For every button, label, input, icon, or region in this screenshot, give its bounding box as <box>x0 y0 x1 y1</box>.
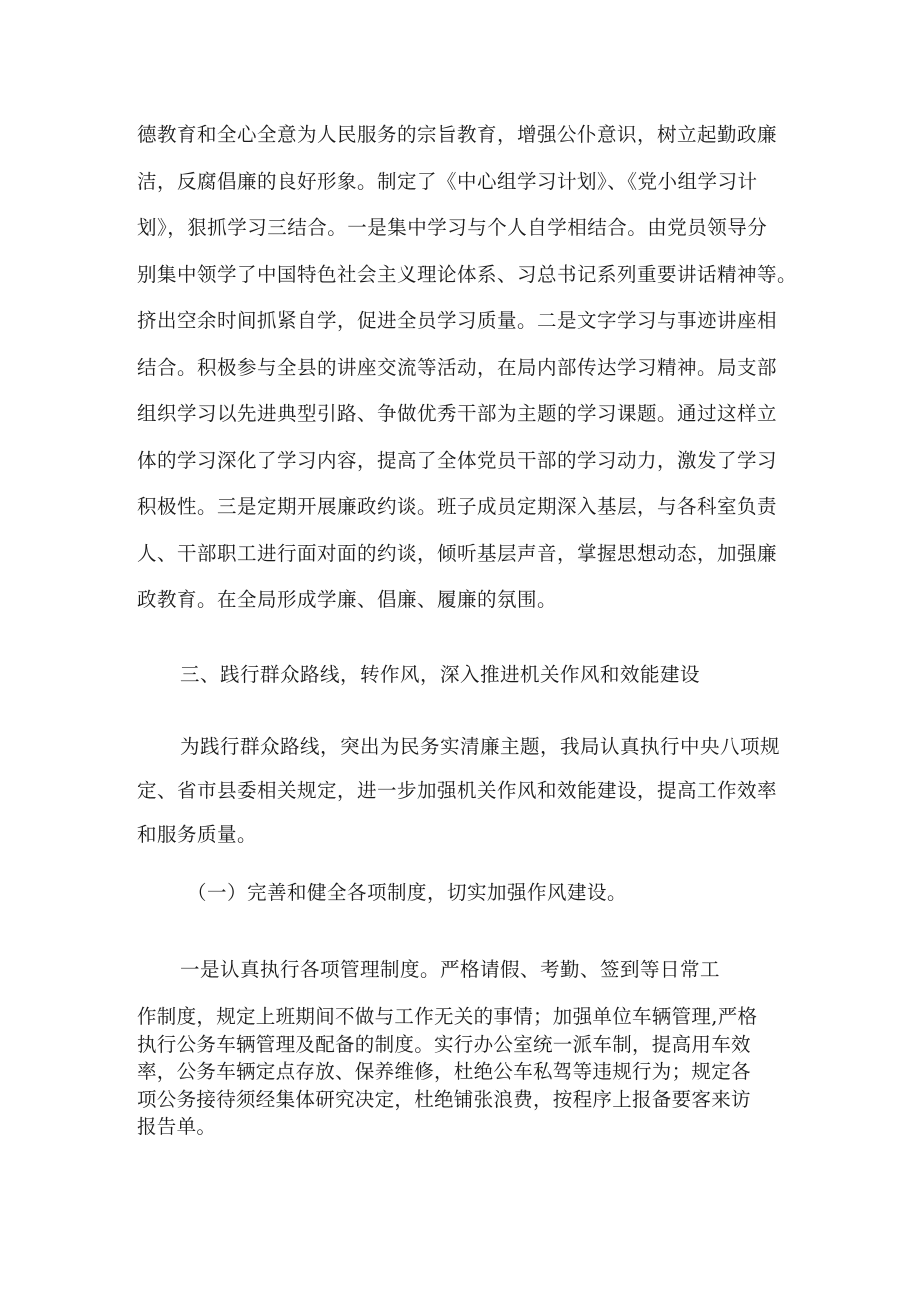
text-line: 定、省市县委相关规定，进一步加强机关作风和效能建设，提高工作效率 <box>137 779 778 802</box>
text-line: 积极性。三是定期开展廉政约谈。班子成员定期深入基层，与各科室负责 <box>137 495 778 518</box>
text-line: 德教育和全心全意为人民服务的宗旨教育，增强公仆意识，树立起勤政廉 <box>137 123 778 146</box>
text-line: 别集中领学了中国特色社会主义理论体系、习总书记系列重要讲话精神等。 <box>137 262 798 286</box>
text-line: 政教育。在全局形成学廉、倡廉、履廉的氛围。 <box>137 588 558 611</box>
text-line: 项公务接待须经集体研究决定，杜绝铺张浪费，按程序上报备要客来访 <box>137 1087 751 1111</box>
text-line: 报告单。 <box>137 1115 217 1138</box>
text-line: 挤出空余时间抓紧自学，促进全员学习质量。二是文字学习与事迹讲座相 <box>137 309 778 332</box>
subsection-heading-text: （一）完善和健全各项制度，切实加强作风建设。 <box>187 881 628 904</box>
section-heading-3 <box>180 660 830 690</box>
paragraph-management-first-line <box>180 955 830 985</box>
paragraph-mass-line <box>137 725 787 857</box>
text-line: 作制度，规定上班期间不做与工作无关的事情；加强单位车辆管理,严格 <box>137 1005 758 1028</box>
text-line: 和服务质量。 <box>137 823 258 846</box>
text-line: 执行公务车辆管理及配备的制度。实行办公室统一派车制，提高用车效 <box>137 1032 751 1056</box>
text-line: 划》，狠抓学习三结合。一是集中学习与个人自学相结合。由党员领导分 <box>137 216 768 239</box>
text-line: 为践行群众路线，突出为民务实清廉主题，我局认真执行中央八项规 <box>180 735 781 758</box>
paragraph-study-education <box>137 112 798 624</box>
text-line: 组织学习以先进典型引路、争做优秀干部为主题的学习课题。通过这样立 <box>137 402 778 425</box>
subsection-heading-1 <box>187 878 837 908</box>
text-line: 体的学习深化了学习内容，提高了全体党员干部的学习动力，激发了学习 <box>137 448 778 472</box>
text-line: 洁，反腐倡廉的良好形象。制定了《中心组学习计划》、《党小组学习计 <box>137 169 758 193</box>
text-line: 结合。积极参与全县的讲座交流等活动，在局内部传达学习精神。局支部 <box>137 355 778 379</box>
text-line: 人、干部职工进行面对面的约谈，倾听基层声音，掌握思想动态，加强廉 <box>137 541 778 565</box>
text-line: 率，公务车辆定点存放、保养维修，杜绝公车私驾等违规行为；规定各 <box>137 1060 751 1083</box>
section-heading-text: 三、践行群众路线，转作风，深入推进机关作风和效能建设 <box>180 663 701 686</box>
paragraph-management-rules <box>137 1003 787 1141</box>
text-line: 一是认真执行各项管理制度。严格请假、考勤、签到等日常工 <box>180 958 721 981</box>
